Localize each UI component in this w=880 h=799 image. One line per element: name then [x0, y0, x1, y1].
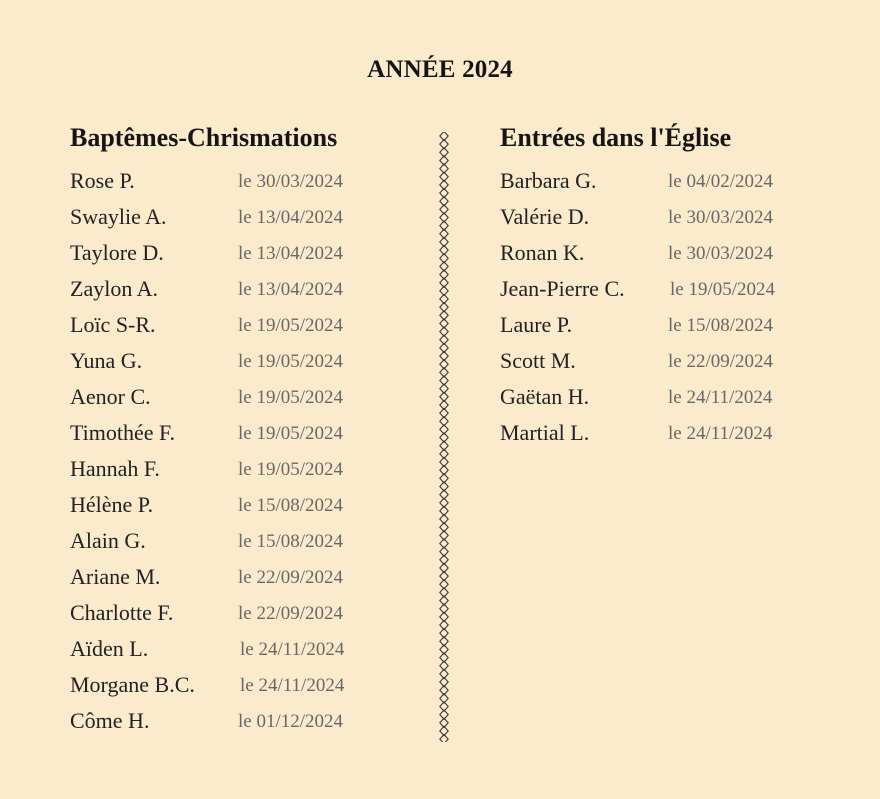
entry-date: le 19/05/2024: [670, 279, 776, 300]
entry-date: le 19/05/2024: [238, 423, 344, 444]
list-item: [70, 200, 410, 236]
list-item: [500, 200, 840, 236]
entry-date: le 13/04/2024: [238, 207, 344, 228]
list-item: [70, 452, 410, 488]
entry-date: le 13/04/2024: [238, 279, 344, 300]
list-item: [70, 236, 410, 272]
list-item: [500, 380, 840, 416]
list-item: [70, 596, 410, 632]
entry-date: le 24/11/2024: [240, 675, 345, 696]
entry-name: Morgane B.C.: [70, 672, 195, 697]
entry-date: le 24/11/2024: [668, 387, 773, 408]
entry-name: Zaylon A.: [70, 276, 158, 301]
entry-date: le 24/11/2024: [240, 639, 345, 660]
list-item: [70, 632, 410, 668]
list-item: [70, 668, 410, 704]
list-item: [500, 272, 840, 308]
list-item: [70, 308, 410, 344]
entry-name: Hélène P.: [70, 492, 154, 517]
list-item: [500, 416, 840, 452]
entry-name: Swaylie A.: [70, 204, 167, 229]
entry-date: le 04/02/2024: [668, 171, 774, 192]
entry-name: Martial L.: [500, 420, 590, 445]
list-item: [70, 704, 410, 740]
entry-date: le 30/03/2024: [668, 207, 774, 228]
entry-date: le 22/09/2024: [238, 567, 344, 588]
list-item: [500, 308, 840, 344]
entry-name: Ariane M.: [70, 564, 161, 589]
entry-name: Aïden L.: [70, 636, 149, 661]
entry-name: Aenor C.: [70, 384, 151, 409]
entry-name: Jean-Pierre C.: [500, 276, 625, 301]
list-item: [70, 344, 410, 380]
entry-date: le 19/05/2024: [238, 387, 344, 408]
list-item: [70, 272, 410, 308]
page-title: ANNÉE 2024: [367, 56, 513, 83]
entry-name: Ronan K.: [500, 240, 585, 265]
list-item: [500, 344, 840, 380]
entry-name: Alain G.: [70, 528, 146, 553]
entry-name: Loïc S-R.: [70, 312, 156, 337]
list-item: [70, 380, 410, 416]
entry-date: le 15/08/2024: [238, 531, 344, 552]
list-item: [500, 236, 840, 272]
entry-name: Scott M.: [500, 348, 576, 373]
entry-name: Rose P.: [70, 168, 135, 193]
entry-date: le 15/08/2024: [668, 315, 774, 336]
entry-name: Barbara G.: [500, 168, 597, 193]
entry-name: Côme H.: [70, 708, 150, 733]
entry-name: Taylore D.: [70, 240, 164, 265]
entry-date: le 30/03/2024: [668, 243, 774, 264]
entry-name: Gaëtan H.: [500, 384, 590, 409]
list-item: [70, 416, 410, 452]
entry-date: le 19/05/2024: [238, 459, 344, 480]
baptemes-list: [70, 164, 410, 740]
entry-name: Laure P.: [500, 312, 573, 337]
list-item: [70, 164, 410, 200]
entry-date: le 22/09/2024: [668, 351, 774, 372]
entrees-heading: Entrées dans l'Église: [500, 123, 732, 152]
entry-date: le 13/04/2024: [238, 243, 344, 264]
list-item: [70, 560, 410, 596]
entry-date: le 30/03/2024: [238, 171, 344, 192]
entry-name: Yuna G.: [70, 348, 143, 373]
entry-date: le 22/09/2024: [238, 603, 344, 624]
entrees-list: [500, 164, 840, 452]
list-item: [70, 524, 410, 560]
entry-date: le 24/11/2024: [668, 423, 773, 444]
entry-date: le 15/08/2024: [238, 495, 344, 516]
entry-name: Hannah F.: [70, 456, 160, 481]
entry-name: Timothée F.: [70, 420, 176, 445]
list-item: [500, 164, 840, 200]
entry-name: Charlotte F.: [70, 600, 174, 625]
diamond-chain-divider: [436, 132, 452, 742]
entry-date: le 19/05/2024: [238, 315, 344, 336]
entry-date: le 01/12/2024: [238, 711, 344, 732]
entry-date: le 19/05/2024: [238, 351, 344, 372]
baptemes-heading: Baptêmes-Chrismations: [70, 123, 338, 152]
list-item: [70, 488, 410, 524]
entry-name: Valérie D.: [500, 204, 590, 229]
